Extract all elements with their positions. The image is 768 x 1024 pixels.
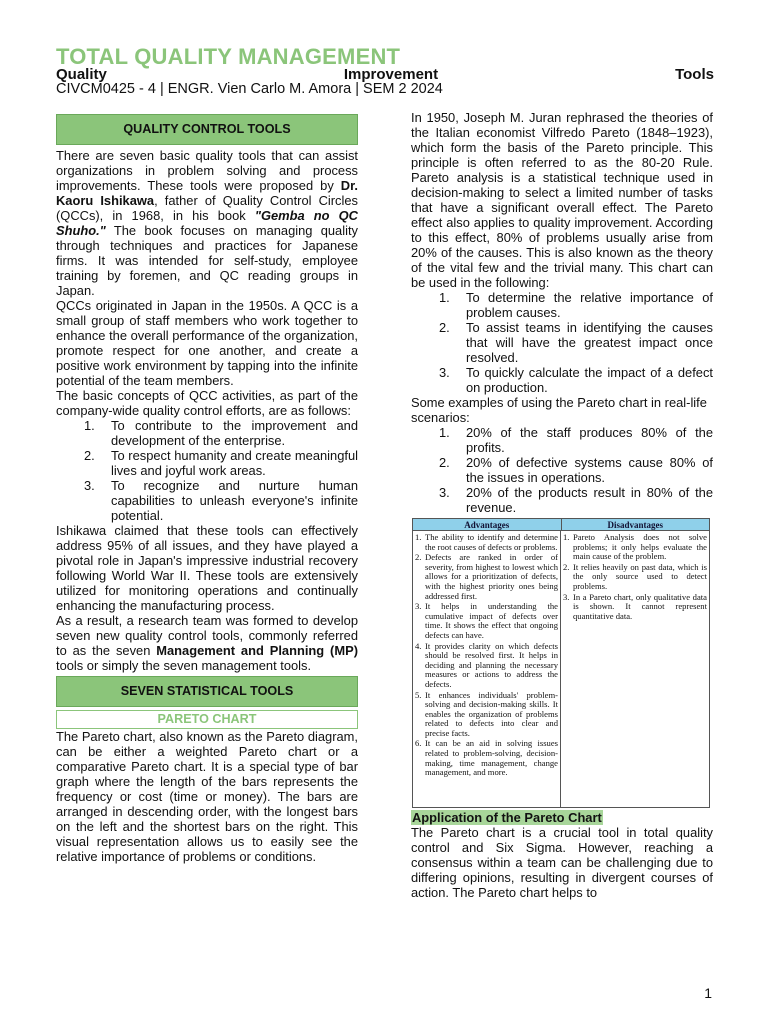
author-name: Dr. Kaoru Ishikawa <box>56 178 358 208</box>
advantages-disadvantages-table <box>412 518 710 808</box>
course-info: CIVCM0425 - 4 | ENGR. Vien Carlo M. Amora | SEM 2 2024 <box>56 81 443 97</box>
table-row: 4. It provides clarity on which defects should be resolved first. It helps in deciding and planning the necessary measures or actions to address the defects. <box>415 640 558 689</box>
list-item: 1. 20% of the staff produces 80% of the profits. <box>439 425 713 455</box>
subtitle-word: Improvement <box>343 66 439 83</box>
subtitle-word: Quality <box>56 66 107 83</box>
subtitle-word: Tools <box>675 66 714 83</box>
table-row: 5. It enhances individuals' problem-solving and decision-making skills. It enables the organization of problems related to defects into clear and precise facts. <box>415 689 558 738</box>
paragraph-ishikawa-claim: Ishikawa claimed that these tools can effectively address 95% of all issues, and they have played a pivotal role in Japan's impressive industrial recovery following World War II. These tools are extensively utilized for monitoring operations and continually enhancing the manufacturing process. <box>56 523 358 613</box>
list-item: 2. To assist teams in identifying the causes that will have the greatest impact once resolved. <box>439 320 713 365</box>
pareto-examples-list <box>411 425 713 515</box>
pareto-uses-list <box>411 290 713 395</box>
document-title: TOTAL QUALITY MANAGEMENT <box>56 44 401 69</box>
paragraph-pareto-definition: The Pareto chart, also known as the Pareto diagram, can be either a weighted Pareto chart or a comparative Pareto chart. It is a special type of bar graph where the length of the bars represents the frequency or cost (time or money). The bars are arranged in descending order, with the longest bars on the left and the shortest bars on the right. This visual representation allows us to easily see the relative importance of problems or conditions. <box>56 729 358 864</box>
list-item: 1. To determine the relative importance of problem causes. <box>439 290 713 320</box>
paragraph-application: The Pareto chart is a crucial tool in total quality control and Six Sigma. However, reaching a consensus within a team can be challenging due to differing opinions, resulting in divergent courses of action. The Pareto chart helps to <box>411 825 713 900</box>
book-title: "Gemba no QC Shuho." <box>56 208 358 238</box>
qcc-concepts-list <box>56 418 358 523</box>
advantages-column <box>413 531 561 807</box>
table-row: 6. It can be an aid in solving issues related to problem-solving, decision-making, time management, change management, and more. <box>415 738 558 778</box>
table-header-disadvantages: Disadvantages <box>607 520 663 530</box>
paragraph-examples: Some examples of using the Pareto chart in real-life scenarios: <box>411 395 707 425</box>
table-body <box>413 531 709 807</box>
list-item: 3. To recognize and nurture human capabilities to unleash everyone's infinite potential. <box>84 478 358 523</box>
list-item: 2. 20% of defective systems cause 80% of the issues in operations. <box>439 455 713 485</box>
paragraph-qcc-origin: QCCs originated in Japan in the 1950s. A QCC is a small group of staff members who work together to enhance the overall performance of the organization, promote respect for one another, and create a positive work environment by tapping into the infinite potential of the team members. <box>56 298 358 388</box>
table-row: 2. Defects are ranked in order of severity, from highest to lowest which allows for a prioritization of defects, with the highest priority ones being addressed first. <box>415 552 558 601</box>
paragraph-mp-tools: As a result, a research team was formed to develop seven new quality control tools, commonly referred to as the seven Management and Planning (MP) tools or simply the seven management tools. <box>56 613 358 673</box>
section-banner-quality-control-tools: QUALITY CONTROL TOOLS <box>56 114 358 145</box>
disadvantages-column <box>561 531 709 807</box>
list-item: 3. To quickly calculate the impact of a defect on production. <box>439 365 713 395</box>
page-number: 1 <box>704 985 712 1001</box>
paragraph-qcc-concepts: The basic concepts of QCC activities, as part of the company-wide quality control efforts, are as follows: <box>56 388 358 418</box>
heading-application-pareto: Application of the Pareto Chart <box>412 810 602 825</box>
table-row: 1. Pareto Analysis does not solve problems; it only helps evaluate the main cause of the problem. <box>563 532 707 562</box>
list-item: 3. 20% of the products result in 80% of the revenue. <box>439 485 713 515</box>
left-column <box>56 114 358 864</box>
table-row: 3. It helps in understanding the cumulative impact of defects over time. It shows the effect that ongoing defects can have. <box>415 601 558 640</box>
table-header-advantages: Advantages <box>413 519 562 530</box>
list-item: 2. To respect humanity and create meaningful lives and joyful work areas. <box>84 448 358 478</box>
table-row: 2. It relies heavily on past data, which is the only source used to detect problems. <box>563 561 707 591</box>
table-row: 1. The ability to identify and determine the root causes of defects or problems. <box>415 532 558 552</box>
table-row: 3. In a Pareto chart, only qualitative data is shown. It cannot represent quantitative data. <box>563 591 707 621</box>
paragraph-intro: There are seven basic quality tools that can assist organizations in problem solving and process improvements. These tools were proposed by Dr. Kaoru Ishikawa, father of Quality Control Circles (QCCs), in 1968, in his book "Gemba no QC Shuho." The book focuses on managing quality through techniques and practices for Japanese firms. It was intended for self-study, employee training by foremen, and QC reading groups in Japan. <box>56 148 358 298</box>
section-banner-seven-statistical-tools: SEVEN STATISTICAL TOOLS <box>56 676 358 707</box>
table-header <box>413 519 709 531</box>
subsection-pareto-chart: PARETO CHART <box>56 710 358 729</box>
list-item: 1. To contribute to the improvement and development of the enterprise. <box>84 418 358 448</box>
right-column <box>411 110 713 900</box>
paragraph-juran: In 1950, Joseph M. Juran rephrased the theories of the Italian economist Vilfredo Pareto (1848–1923), which form the basis of the Pareto principle. This principle is often referred to as the 80-20 Rule. Pareto analysis is a statistical technique used in decision-making to select a limited number of tasks that have a significant overall effect. The Pareto effect also applies to quality improvement. According to this effect, 80% of problems usually arise from 20% of the causes. This is also known as the theory of the vital few and the trivial many. This chart can be used in the following: <box>411 110 713 290</box>
